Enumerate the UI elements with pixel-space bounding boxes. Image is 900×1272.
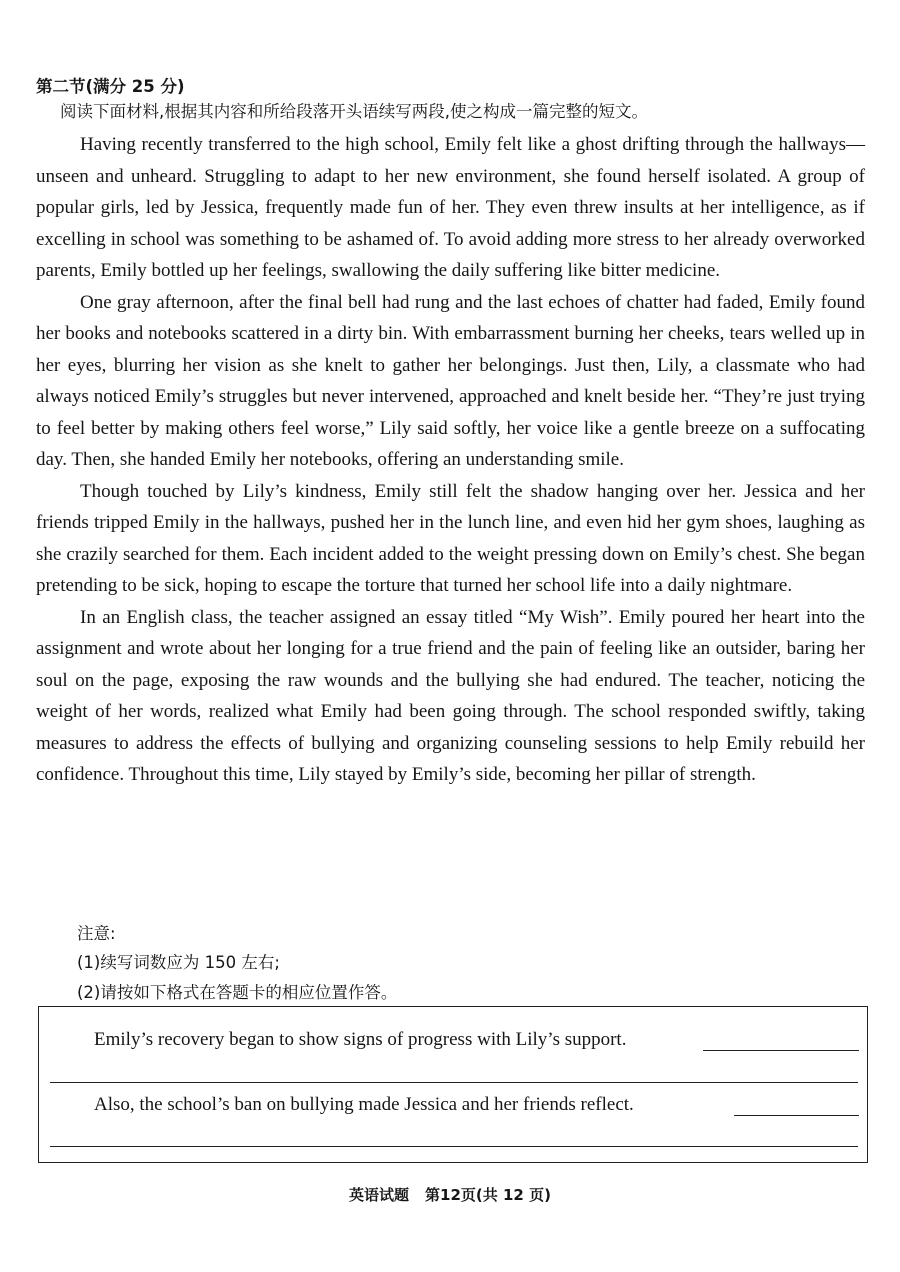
task-instruction: 阅读下面材料,根据其内容和所给段落开头语续写两段,使之构成一篇完整的短文。 bbox=[60, 102, 648, 121]
answer-format-box bbox=[38, 1006, 868, 1163]
note-word-count: (1)续写词数应为 150 左右; bbox=[77, 953, 280, 972]
answer-blank-1[interactable] bbox=[703, 1050, 859, 1051]
section-title: 第二节(满分 25 分) bbox=[36, 77, 185, 96]
continuation-prompt-2: Also, the school’s ban on bullying made Jessica and her friends reflect. bbox=[94, 1094, 634, 1115]
continuation-prompt-1: Emily’s recovery began to show signs of progress with Lily’s support. bbox=[94, 1029, 627, 1050]
footer-page-number: 第12页(共 12 页) bbox=[425, 1186, 551, 1204]
passage-paragraph-1: Having recently transferred to the high school, Emily felt like a ghost drifting through the hallways—unseen and unheard. Struggling to adapt to her new environment, she found herself isolated. A group of popular girls, led by Jessica, frequently made fun of her. They even threw insults at her intelligence, as if excelling in school was something to be ashamed of. To avoid adding more stress to her already overworked parents, Emily bottled up her feelings, swallowing the daily suffering like bitter medicine. bbox=[36, 134, 865, 281]
answer-line-2[interactable] bbox=[50, 1146, 858, 1147]
passage-paragraph-3: Though touched by Lily’s kindness, Emily still felt the shadow hanging over her. Jessica and her friends tripped Emily in the hallways, pushed her in the lunch line, and even hid her gym shoes, laughing as she crazily searched for them. Each incident added to the weight pressing down on Emily’s chest. She began pretending to be sick, hoping to escape the torture that turned her school life into a daily nightmare. bbox=[36, 480, 865, 596]
note-answer-format: (2)请按如下格式在答题卡的相应位置作答。 bbox=[77, 983, 398, 1002]
page-footer bbox=[0, 1185, 900, 1205]
passage-paragraph-4: In an English class, the teacher assigned an essay titled “My Wish”. Emily poured her heart into the assignment and wrote about her longing for a true friend and the pain of feeling like an outsider, baring her soul on the page, exposing the raw wounds and the bullying she had endured. The teacher, noticing the weight of her words, realized what Emily had been going through. The school responded swiftly, taking measures to address the effects of bullying and organizing counseling sessions to help Emily rebuild her confidence. Throughout this time, Lily stayed by Emily’s side, becoming her pillar of strength. bbox=[36, 606, 865, 785]
passage-paragraph-2: One gray afternoon, after the final bell had rung and the last echoes of chatter had faded, Emily found her books and notebooks scattered in a dirty bin. With embarrassment burning her cheeks, tears welled up in her eyes, blurring her vision as she knelt to gather her belongings. Just then, Lily, a classmate who had always noticed Emily’s struggles but never intervened, approached and knelt beside her. “They’re just trying to feel better by making others feel worse,” Lily said softly, her voice like a gentle breeze on a suffocating day. Then, she handed Emily her notebooks, offering an understanding smile. bbox=[36, 291, 865, 470]
answer-blank-2[interactable] bbox=[734, 1115, 859, 1116]
reading-passage bbox=[36, 129, 865, 791]
footer-subject: 英语试题 bbox=[349, 1186, 410, 1204]
notes-title: 注意: bbox=[77, 924, 116, 943]
answer-line-1[interactable] bbox=[50, 1082, 858, 1083]
